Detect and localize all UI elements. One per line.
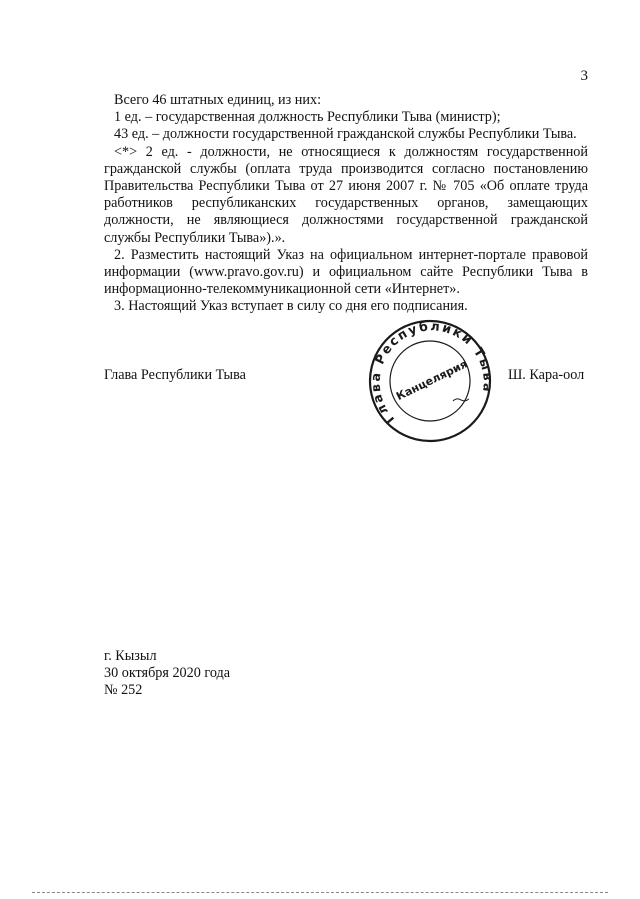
- issue-place: г. Кызыл: [104, 648, 157, 664]
- paragraph-minister-unit: 1 ед. – государственная должность Республики Тыва (министр);: [114, 109, 501, 126]
- signatory-position: Глава Республики Тыва: [104, 367, 246, 383]
- paragraph-non-civil-units: <*> 2 ед. - должности, не относящиеся к должностям государственной гражданской службы (оплата труда производится согласно постановлению Правительства Республики Тыва от 27 июня 2007 г. № 705 «Об оплате труда работников республиканских государственных органов, замещающих должности, не являющиеся должностями государственной гражданской службы Республики Тыва»).».: [104, 143, 588, 246]
- issue-details: [104, 648, 230, 700]
- paragraph-effective-clause: 3. Настоящий Указ вступает в силу со дня его подписания.: [114, 298, 468, 315]
- official-seal-stamp: [360, 318, 500, 444]
- seal-center-text: Канцелярия: [394, 357, 470, 404]
- page-number: 3: [580, 68, 588, 84]
- signatory-name: Ш. Кара-оол: [508, 367, 585, 383]
- document-body: [104, 92, 588, 316]
- decree-number: № 252: [104, 682, 143, 699]
- paragraph-publication-clause: 2. Разместить настоящий Указ на официальном интернет-портале правовой информации (www.pravo.gov.ru) и официальном сайте Республики Тыва в информационно-телекоммуникационной сети «Интернет».: [104, 246, 588, 298]
- paragraph-civil-service-units: 43 ед. – должности государственной гражданской службы Республики Тыва.: [114, 126, 577, 143]
- seal-ring-text: Глава Республики Тыва: [367, 318, 496, 428]
- paragraph-total-units: Всего 46 штатных единиц, из них:: [114, 92, 322, 108]
- footer-divider: [32, 892, 608, 893]
- issue-date: 30 октября 2020 года: [104, 665, 231, 682]
